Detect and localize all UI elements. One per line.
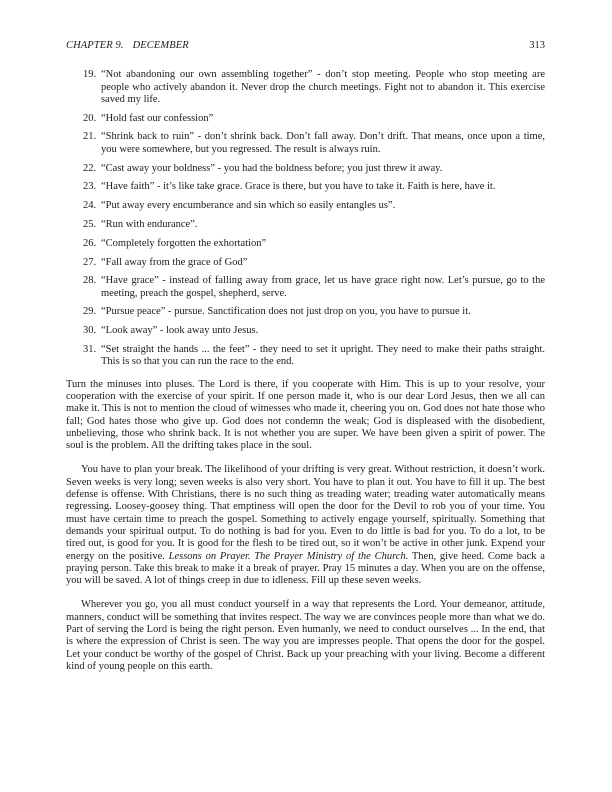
item-text: “Not abandoning our own assembling together” - don’t stop meeting. People who stop meeting are people who actively abandon it. Never drop the church meetings. Fight not to abandon it. This exercise saved my life.	[101, 69, 545, 105]
page-number: 313	[529, 40, 545, 51]
list-item	[66, 219, 545, 231]
list-item	[66, 69, 545, 106]
item-text: “Completely forgotten the exhortation”	[101, 237, 267, 249]
item-text: “Have grace” - instead of falling away from grace, let us have grace right now. Let’s pursue, go to the meeting, preach the gospel, shepherd, serve.	[101, 275, 545, 299]
item-number: 20.	[83, 112, 97, 124]
item-text: “Shrink back to ruin” - don’t shrink back. Don’t fall away. Don’t drift. That means, once upon a time, you were somewhere, but you regressed. The result is always ruin.	[101, 131, 545, 155]
item-number: 23.	[83, 181, 97, 193]
text-run: Wherever you go, you all must conduct yourself in a way that represents the Lord. Your demeanor, attitude, manners, conduct will be something that invites respect. The way we are convinces people more than what we do. Part of serving the Lord is being the right person. Even humanly, we need to conduct ourselves ... In the end, that is where the expression of Christ is seen. The way you are impresses people. That opens the door for the gospel. Let your conduct be worthy of the gospel of Christ. Back up your preaching with your living. Become a different kind of young people on this earth.	[66, 599, 545, 672]
item-number: 24.	[83, 200, 97, 212]
item-number: 25.	[83, 218, 97, 230]
item-number: 21.	[83, 131, 97, 143]
paragraph	[66, 464, 545, 587]
paragraph	[66, 379, 545, 453]
chapter-label: CHAPTER 9.	[66, 40, 124, 51]
item-text: “Hold fast our confession”	[101, 112, 214, 124]
item-number: 26.	[83, 237, 97, 249]
list-item	[66, 113, 545, 125]
page-header	[66, 40, 545, 52]
item-text: “Set straight the hands ... the feet” - they need to set it upright. They need to make their paths straight. This is so that you can run the race to the end.	[101, 344, 545, 368]
item-number: 27.	[83, 256, 97, 268]
item-text: “Have faith” - it’s like take grace. Grace is there, but you have to take it. Faith is here, have it.	[101, 181, 496, 193]
item-number: 31.	[83, 344, 97, 356]
item-number: 29.	[83, 306, 97, 318]
list-item	[66, 131, 545, 156]
list-item	[66, 163, 545, 175]
list-item	[66, 306, 545, 318]
list-item	[66, 325, 545, 337]
chapter-heading	[66, 40, 189, 52]
list-item	[66, 200, 545, 212]
paragraph	[66, 599, 545, 673]
text-run: Turn the minuses into pluses. The Lord is there, if you cooperate with Him. This is up to your resolve, your cooperation with the exercise of your spirit. If one person made it, who is our dear Lord Jesus, then we all can make it. This is not to mention the cloud of witnesses who made it, cheering you on. God does not hate those who fall; God hates those who give up. God does not condemn the weak; God is displeased with the disobedient, unbelieving, those who shrink back. It is not whether you are super. We have been given a spirit of power. The soul is the problem. All the drifting takes place in the soul.	[66, 378, 545, 452]
body-paragraphs	[66, 379, 545, 674]
list-item	[66, 275, 545, 300]
item-number: 19.	[83, 69, 97, 81]
text-run: Then, give heed. Come back a praying person. Take this break to make it a break of prayer. Pray 15 minutes a day. When you are on the offense, you will be saved. A lot of things creep in due to idleness. Fill up these seven weeks.	[66, 550, 545, 587]
list-item	[66, 257, 545, 269]
list-item	[66, 344, 545, 369]
list-item	[66, 181, 545, 193]
item-text: “Put away every encumberance and sin which so easily entangles us”.	[101, 200, 396, 212]
chapter-title: DECEMBER	[132, 40, 189, 51]
item-number: 28.	[83, 275, 97, 287]
item-text: “Cast away your boldness” - you had the boldness before; you just threw it away.	[101, 162, 443, 174]
item-number: 22.	[83, 162, 97, 174]
item-text: “Run with endurance”.	[101, 218, 198, 230]
text-run: You have to plan your break. The likelihood of your drifting is very great. Without restriction, it doesn’t work. Seven weeks is very long; seven weeks is also very short. You have to plan it out. You have to fill it up. The best defense is offense. With Christians, there is no such thing as treading water; treading water automatically means regressing. Loosey-goosey thing. That emptiness will open the door for the Devil to rob you of your time. You must have certain time to preach the gospel. Something to actively engage yourself, spiritually. Something that demands your spiritual output. To do nothing is bad for you. Even to do little is bad for you. To do a lot, to be tired out, is good for you. It is good for the flesh to be tired out, so it won’t be active in other junk. Expend your energy on the positive.	[66, 464, 545, 562]
item-text: “Look away” - look away unto Jesus.	[101, 325, 259, 337]
list-item	[66, 238, 545, 250]
numbered-list	[66, 69, 545, 368]
item-number: 30.	[83, 325, 97, 337]
item-text: “Pursue peace” - pursue. Sanctification does not just drop on you, you have to pursue it.	[101, 306, 471, 318]
item-text: “Fall away from the grace of God”	[101, 256, 248, 268]
italic-text-run: Lessons on Prayer. The Prayer Ministry of the Church.	[168, 550, 409, 562]
